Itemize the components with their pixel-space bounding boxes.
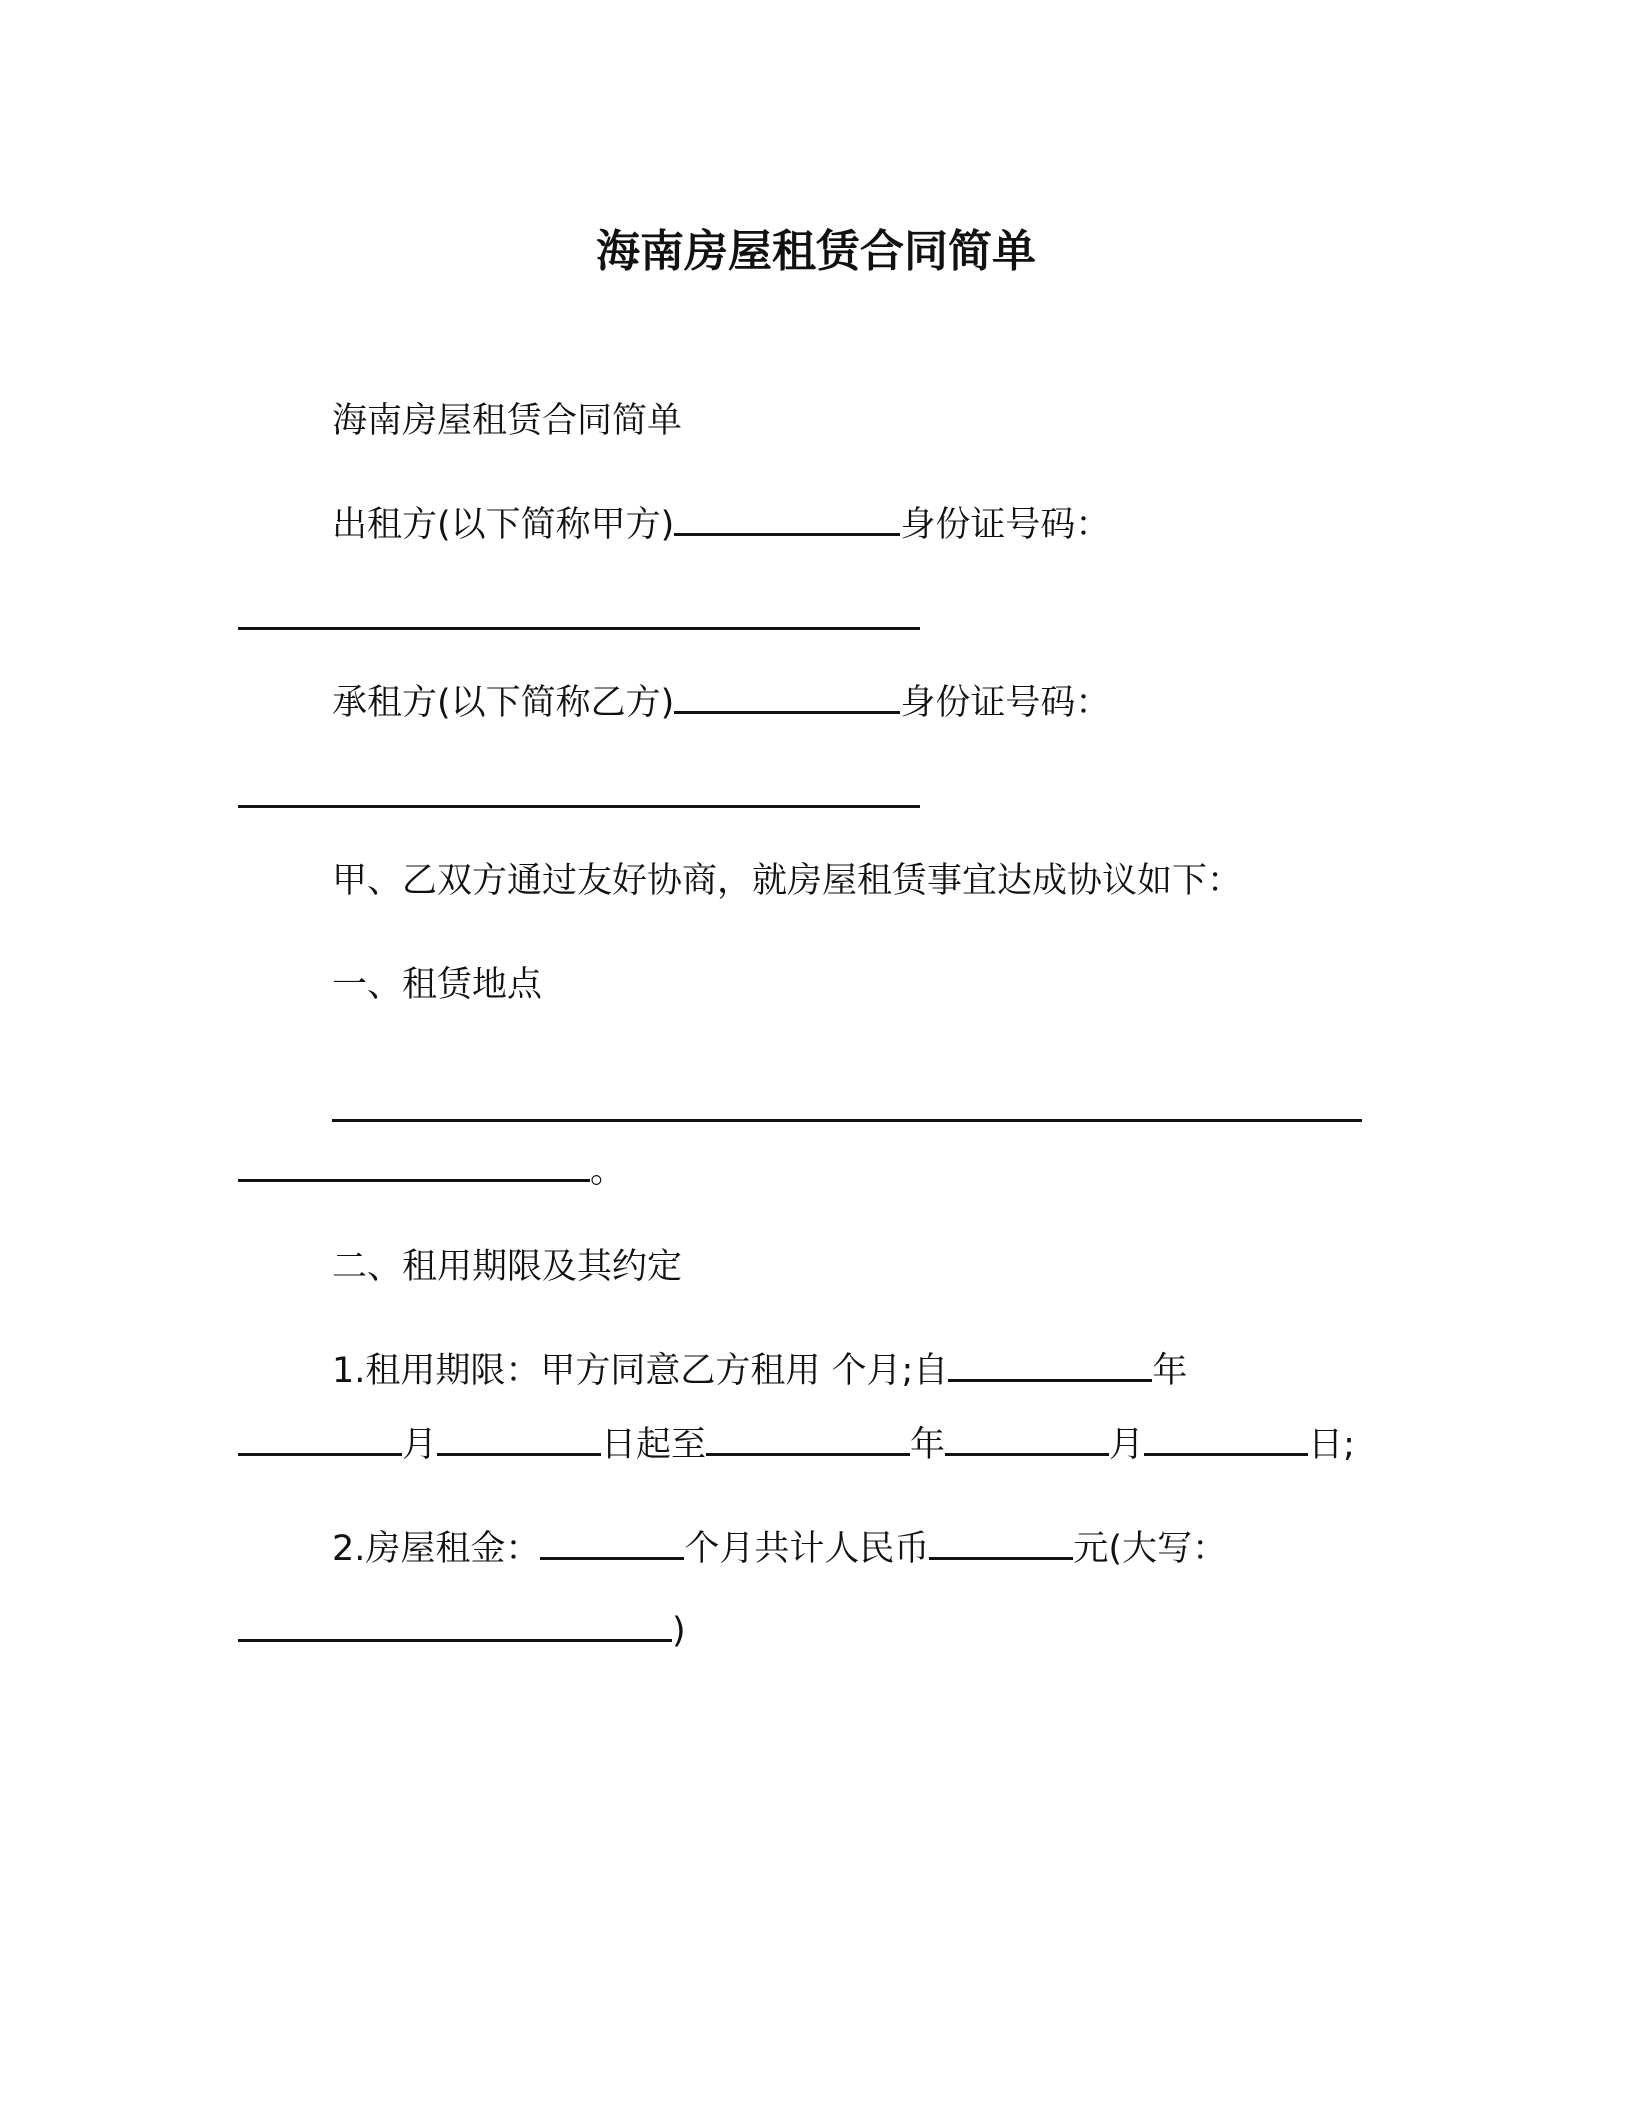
term-year-2: 年 [910, 1425, 946, 1465]
rent-close: ) [672, 1611, 686, 1651]
lessee-id-blank [238, 775, 920, 808]
term-year-1: 年 [1152, 1351, 1188, 1391]
lessee-id-line [238, 772, 920, 822]
term-line-1 [332, 1346, 1187, 1396]
location-end-mark: 。 [590, 1151, 626, 1191]
lessor-id-label: 身份证号码： [900, 505, 1111, 545]
lessor-line [332, 500, 1110, 550]
term-end-month-blank [945, 1423, 1109, 1456]
term-start-year-blank [948, 1349, 1152, 1382]
lessor-id-blank [238, 597, 920, 630]
term-end-year-blank [706, 1423, 910, 1456]
term-start-day-blank [437, 1423, 601, 1456]
lessor-label: 出租方(以下简称甲方) [332, 505, 675, 545]
rent-prefix: 2.房屋租金： [332, 1529, 541, 1569]
lessee-name-blank [674, 681, 900, 714]
term-day-end: 日; [1308, 1425, 1355, 1465]
rent-months-blank [540, 1527, 684, 1560]
term-prefix: 1.租用期限：甲方同意乙方租用 个月;自 [332, 1351, 949, 1391]
term-end-day-blank [1144, 1423, 1308, 1456]
lessor-name-blank [674, 503, 900, 536]
lessor-id-line [238, 594, 920, 644]
location-blank-2 [238, 1149, 590, 1182]
rent-amount-blank [929, 1527, 1073, 1560]
term-day-from: 日起至 [601, 1425, 707, 1465]
term-line-2 [238, 1420, 1355, 1470]
rent-line-1 [332, 1524, 1227, 1574]
term-start-month-blank [238, 1423, 402, 1456]
rent-upper-amount-blank [238, 1609, 672, 1642]
lessee-id-label: 身份证号码： [900, 683, 1111, 723]
rent-line-2 [238, 1606, 686, 1656]
section1-heading: 一、租赁地点 [332, 965, 543, 1005]
document-subtitle: 海南房屋租赁合同简单 [332, 401, 683, 441]
term-month-1: 月 [402, 1425, 438, 1465]
location-blank-1 [332, 1089, 1362, 1122]
location-line-2 [238, 1146, 625, 1196]
rent-yuan-upper: 元(大写： [1073, 1529, 1228, 1569]
lessee-label: 承租方(以下简称乙方) [332, 683, 675, 723]
document-title: 海南房屋租赁合同简单 [596, 226, 1036, 277]
location-line-1 [332, 1086, 1362, 1136]
section2-heading: 二、租用期限及其约定 [332, 1247, 683, 1287]
rent-months-total: 个月共计人民币 [684, 1529, 930, 1569]
lessee-line [332, 678, 1110, 728]
intro-paragraph: 甲、乙双方通过友好协商，就房屋租赁事宜达成协议如下： [332, 861, 1243, 901]
term-month-2: 月 [1109, 1425, 1145, 1465]
